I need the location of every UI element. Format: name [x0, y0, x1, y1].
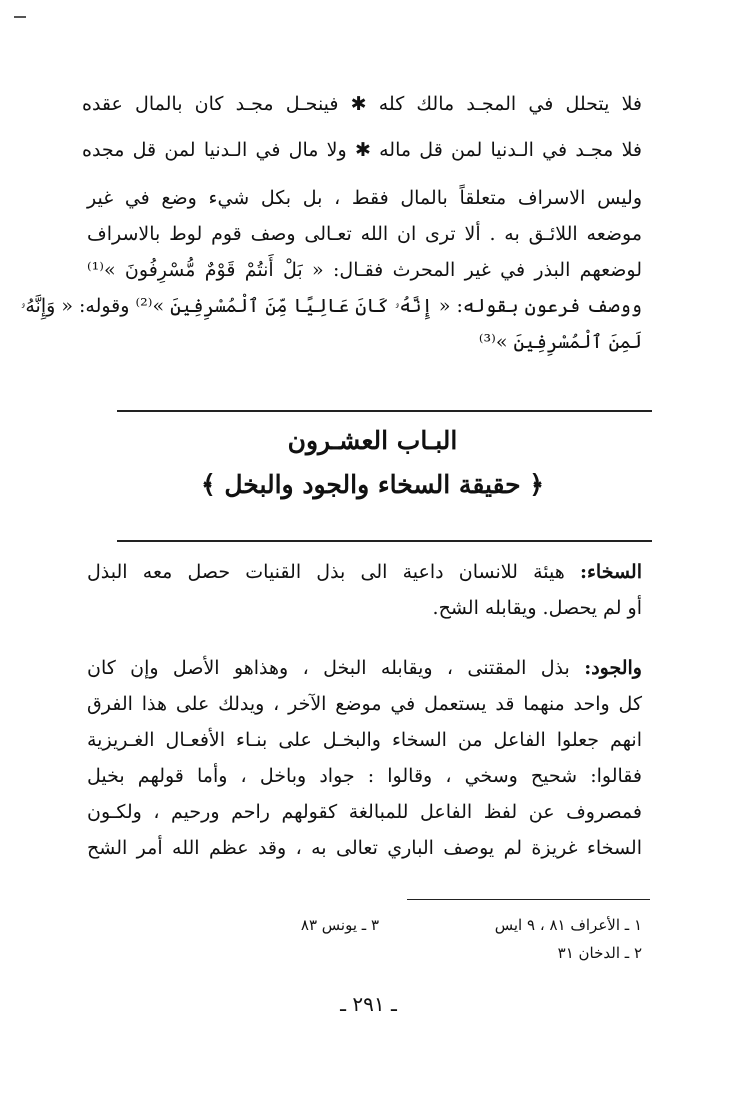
para3-line: انهم جعلوا الفاعل من السخاء والبخـل على بنـاء الأفعـال الغـريزية: [87, 729, 642, 751]
footnote-1: ١ ـ الأعراف ٨١ ، ٩ ايس: [494, 916, 642, 934]
para3-line: فقالوا: شحيح وسخي ، وقالوا : جواد وباخل ، وأما قولهم بخيل: [87, 765, 642, 787]
para1-line: لوضعهم البذر في غير المحرث فقـال: « بَلْ أَنتُمْ قَوْمٌ مُّسْرِفُونَ »⁽¹⁾: [87, 259, 642, 281]
para2-line-1: السخاء: هيئة للانسان داعية الى بذل القنيات حصل معه البذل: [87, 561, 642, 583]
paragraph-sakha: [87, 554, 642, 626]
chapter-number: البـاب العشـرون: [287, 426, 458, 455]
para3-line-1: والجود: بذل المقتنى ، ويقابله البخل ، وهذاهو الأصل وإن كان: [87, 657, 642, 679]
para1-line: موضعه اللائـق به . ألا ترى ان الله تعـالى وصف قوم لوط بالاسراف: [87, 223, 642, 245]
para3-line: السخاء غريزة لم يوصف الباري تعالى به ، وقد عظم الله أمر الشح: [87, 837, 642, 859]
para3-line: فمصروف عن لفظ الفاعل للمبالغة كقولهم راحم ورحيم ، ولكـون: [87, 801, 642, 823]
page-number: ـ ٢٩١ ـ: [340, 992, 397, 1016]
para1-line: لَمِنَ ٱلْمُسْرِفِينَ »⁽³⁾: [478, 331, 642, 353]
paragraph-israf: [20, 180, 642, 360]
para1-line: ووصف فرعون بقوله: « إِنَّهُۥ كَانَ عَالِيًا مِّنَ ٱلْمُسْرِفِينَ »⁽²⁾ وقوله: « وَإِنَّهُۥ: [20, 295, 642, 317]
para3-line: كل واحد منهما قد يستعمل في موضع الآخر ، ويدلك على هذا الفرق: [87, 693, 642, 715]
footnote-3: ٣ ـ يونس ٨٣: [300, 916, 379, 934]
footnote-divider: [407, 899, 650, 900]
top-divider: [117, 410, 652, 412]
poem-line-1: فلا يتحلل في المجـد مالك كله ✱ فينحـل مجـد كان بالمال عقده: [82, 93, 642, 115]
bottom-divider: [117, 540, 652, 542]
poem-line-2: فلا مجـد في الـدنيا لمن قل ماله ✱ ولا مال في الـدنيا لمن قل مجده: [82, 139, 642, 161]
chapter-title: ﴿ حقيقة السخاء والجود والبخل ﴾: [201, 470, 544, 499]
term-sakha: السخاء:: [579, 561, 642, 583]
para1-line: وليس الاسراف متعلقاً بالمال فقط ، بل بكل شيء وضع في غير: [87, 187, 642, 209]
term-jud: والجود:: [584, 657, 642, 679]
footnote-2: ٢ ـ الدخان ٣١: [557, 944, 642, 962]
paragraph-jud: [87, 650, 642, 866]
corner-mark: [14, 16, 26, 18]
para2-line-2: أو لم يحصل. ويقابله الشح.: [432, 597, 642, 619]
